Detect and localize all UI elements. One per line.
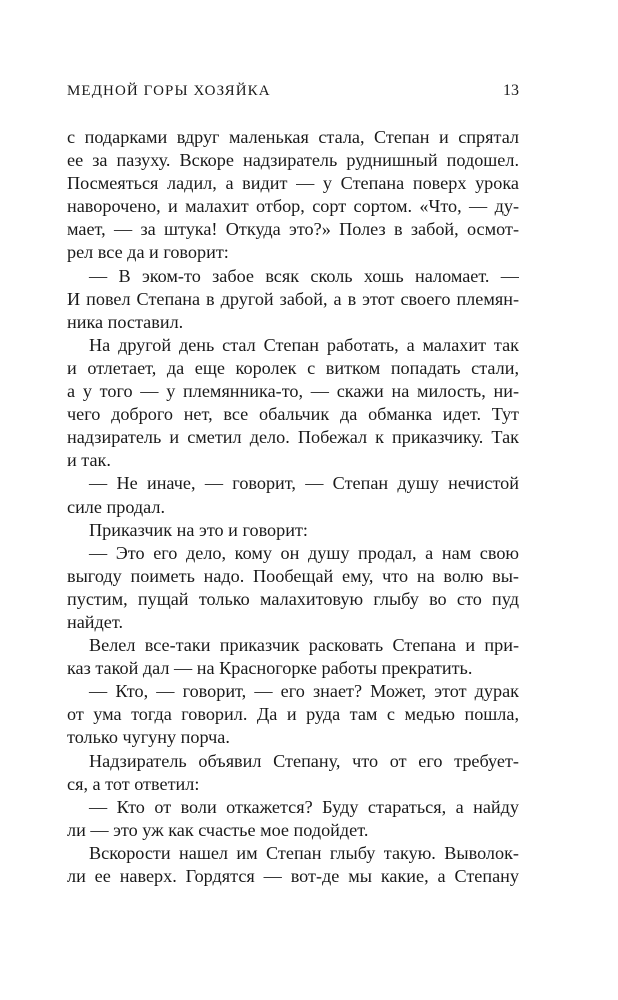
text-line: Надзиратель объявил Степану, что от его требует- [89,750,519,771]
text-line: силе продал. [67,496,166,517]
body-text [67,126,519,888]
text-line: чего доброго нет, все обальчик да обманка идет. Тут [67,404,519,425]
text-line: надзиратель и сметил дело. Побежал к приказчику. Так [67,427,519,448]
text-line: найдет. [67,611,123,632]
text-line: с подарками вдруг маленькая стала, Степан и спрятал [67,127,519,147]
text-line: Посмеяться ладил, а видит — у Степана поверх урока [67,173,519,194]
text-line: — Кто, — говорит, — его знает? Может, этот дурак [89,681,519,702]
running-title: МЕДНОЙ ГОРЫ ХОЗЯЙКА [67,83,271,99]
text-line: ника поставил. [67,311,184,332]
text-line: и отлетает, да еще королек с витком попадать стали, [67,357,519,378]
text-line: наворочено, и малахит отбор, сорт сортом. «Что, — ду- [67,196,519,217]
text-line: И повел Степана в другой забой, а в этот своего племян- [67,288,519,309]
running-header [67,81,519,103]
text-line: Приказчик на это и говорит: [89,519,308,540]
text-line: — Это его дело, кому он душу продал, а нам свою [89,542,519,563]
text-line: На другой день стал Степан работать, а малахит так [89,334,519,355]
text-line: только чугуну порча. [67,727,230,748]
text-line: от ума тогда говорил. Да и руда там с медью пошла, [67,704,519,725]
text-line: ее за пазуху. Вскоре надзиратель руднишный подошел. [67,150,519,171]
text-line: ся, а тот ответил: [67,773,200,794]
text-line: Велел все-таки приказчик расковать Степана и при- [89,635,519,656]
text-line: а у того — у племянника-то, — скажи на милость, ни- [67,381,519,402]
text-line: — Кто от воли откажется? Буду стараться, а найду [89,796,519,817]
text-line: ли ее наверх. Гордятся — вот-де мы какие, а Степану [67,866,519,886]
text-line: пустим, пущай только малахитовую глыбу во сто пуд [67,588,519,609]
text-line: каз такой дал — на Красногорке работы прекратить. [67,658,473,679]
page-number: 13 [503,82,519,99]
text-line: — В эком-то забое всяк сколь хошь наломает. — [89,265,519,286]
text-line: рел все да и говорит: [67,242,229,263]
text-line: и так. [67,450,111,471]
text-line: Вскорости нашел им Степан глыбу такую. Выволок- [89,842,519,863]
text-line: — Не иначе, — говорит, — Степан душу нечистой [89,473,519,494]
text-line: ли — это уж как счастье мое подойдет. [67,819,369,840]
text-line: мает, — за штука! Откуда это?» Полез в забой, осмот- [67,219,519,240]
text-line: выгоду поиметь надо. Пообещай ему, что на волю вы- [67,565,519,586]
